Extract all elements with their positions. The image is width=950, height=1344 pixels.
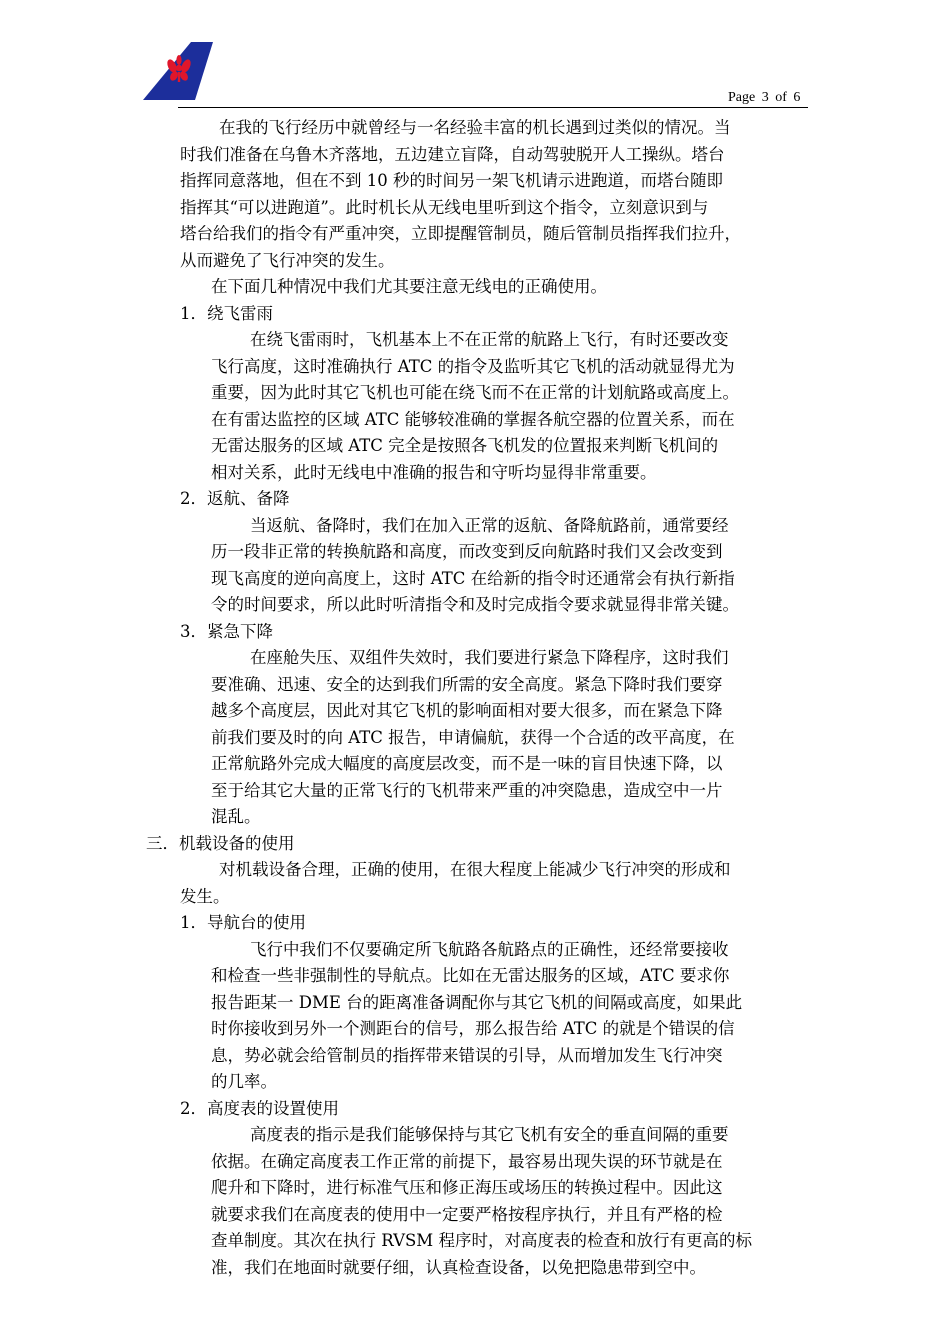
text-line: 正常航路外完成大幅度的高度层改变，而不是一味的盲目快速下降，以 xyxy=(211,754,723,773)
text-line: 前我们要及时的向 ATC 报告，申请偏航，获得一个合适的改平高度，在 xyxy=(211,728,735,747)
text-line: 相对关系，此时无线电中准确的报告和守听均显得非常重要。 xyxy=(211,463,657,482)
section-heading: 1．绕飞雷雨 xyxy=(180,304,273,323)
text-line: 在绕飞雷雨时，飞机基本上不在正常的航路上飞行，有时还要改变 xyxy=(250,330,729,349)
text-line: 越多个高度层，因此对其它飞机的影响面相对要大很多，而在紧急下降 xyxy=(211,701,723,720)
text-line: 息，势必就会给管制员的指挥带来错误的引导，从而增加发生飞行冲突 xyxy=(211,1046,723,1065)
text-line: 现飞高度的逆向高度上，这时 ATC 在给新的指令时还通常会有执行新指 xyxy=(211,569,735,588)
text-line: 要准确、迅速、安全的达到我们所需的安全高度。紧急下降时我们要穿 xyxy=(211,675,723,694)
section-heading: 3．紧急下降 xyxy=(180,622,273,641)
text-line: 无雷达服务的区域 ATC 完全是按照各飞机发的位置报来判断飞机间的 xyxy=(211,436,719,455)
text-line: 混乱。 xyxy=(211,807,261,826)
text-line: 时我们准备在乌鲁木齐落地，五边建立盲降，自动驾驶脱开人工操纵。塔台 xyxy=(180,145,725,164)
text-line: 在我的飞行经历中就曾经与一名经验丰富的机长遇到过类似的情况。当 xyxy=(219,118,731,137)
text-line: 高度表的指示是我们能够保持与其它飞机有安全的垂直间隔的重要 xyxy=(250,1125,729,1144)
text-line: 爬升和下降时，进行标准气压和修正海压或场压的转换过程中。因此这 xyxy=(211,1178,723,1197)
text-line: 塔台给我们的指令有严重冲突，立即提醒管制员，随后管制员指挥我们拉升， xyxy=(180,224,741,243)
section-heading: 2．高度表的设置使用 xyxy=(180,1099,339,1118)
text-line: 依据。在确定高度表工作正常的前提下，最容易出现失误的环节就是在 xyxy=(211,1152,723,1171)
text-line: 发生。 xyxy=(180,887,230,906)
section-heading: 1．导航台的使用 xyxy=(180,913,306,932)
text-line: 时你接收到另外一个测距台的信号，那么报告给 ATC 的就是个错误的信 xyxy=(211,1019,735,1038)
page-number: Page 3 of 6 xyxy=(728,90,801,105)
text-line: 飞行高度，这时准确执行 ATC 的指令及监听其它飞机的活动就显得尤为 xyxy=(211,357,735,376)
text-line: 在下面几种情况中我们尤其要注意无线电的正确使用。 xyxy=(211,277,607,296)
text-line: 重要，因为此时其它飞机也可能在绕飞而不在正常的计划航路或高度上。 xyxy=(211,383,739,402)
text-line: 历一段非正常的转换航路和高度，而改变到反向航路时我们又会改变到 xyxy=(211,542,723,561)
text-line: 在有雷达监控的区域 ATC 能够较准确的掌握各航空器的位置关系，而在 xyxy=(211,410,735,429)
section-heading: 2．返航、备降 xyxy=(180,489,290,508)
text-line: 当返航、备降时，我们在加入正常的返航、备降航路前，通常要经 xyxy=(250,516,729,535)
text-line: 对机载设备合理，正确的使用，在很大程度上能减少飞行冲突的形成和 xyxy=(219,860,731,879)
text-line: 令的时间要求，所以此时听清指令和及时完成指令要求就显得非常关键。 xyxy=(211,595,739,614)
text-line: 和检查一些非强制性的导航点。比如在无雷达服务的区域，ATC 要求你 xyxy=(211,966,730,985)
text-line: 报告距某一 DME 台的距离准备调配你与其它飞机的间隔或高度，如果此 xyxy=(211,993,743,1012)
text-line: 从而避免了飞行冲突的发生。 xyxy=(180,251,395,270)
text-line: 至于给其它大量的正常飞行的飞机带来严重的冲突隐患，造成空中一片 xyxy=(211,781,723,800)
text-line: 飞行中我们不仅要确定所飞航路各航路点的正确性，还经常要接收 xyxy=(250,940,729,959)
airline-logo xyxy=(143,42,213,100)
text-line: 的几率。 xyxy=(211,1072,277,1091)
text-line: 指挥其“可以进跑道”。此时机长从无线电里听到这个指令，立刻意识到与 xyxy=(180,198,709,217)
text-line: 在座舱失压、双组件失效时，我们要进行紧急下降程序，这时我们 xyxy=(250,648,729,667)
text-line: 准，我们在地面时就要仔细，认真检查设备，以免把隐患带到空中。 xyxy=(211,1258,706,1277)
text-line: 指挥同意落地，但在不到 10 秒的时间另一架飞机请示进跑道，而塔台随即 xyxy=(180,171,723,190)
chapter-heading: 三．机载设备的使用 xyxy=(146,834,295,853)
text-line: 查单制度。其次在执行 RVSM 程序时，对高度表的检查和放行有更高的标 xyxy=(211,1231,752,1250)
text-line: 就要求我们在高度表的使用中一定要严格按程序执行，并且有严格的检 xyxy=(211,1205,723,1224)
header-rule xyxy=(178,107,808,108)
